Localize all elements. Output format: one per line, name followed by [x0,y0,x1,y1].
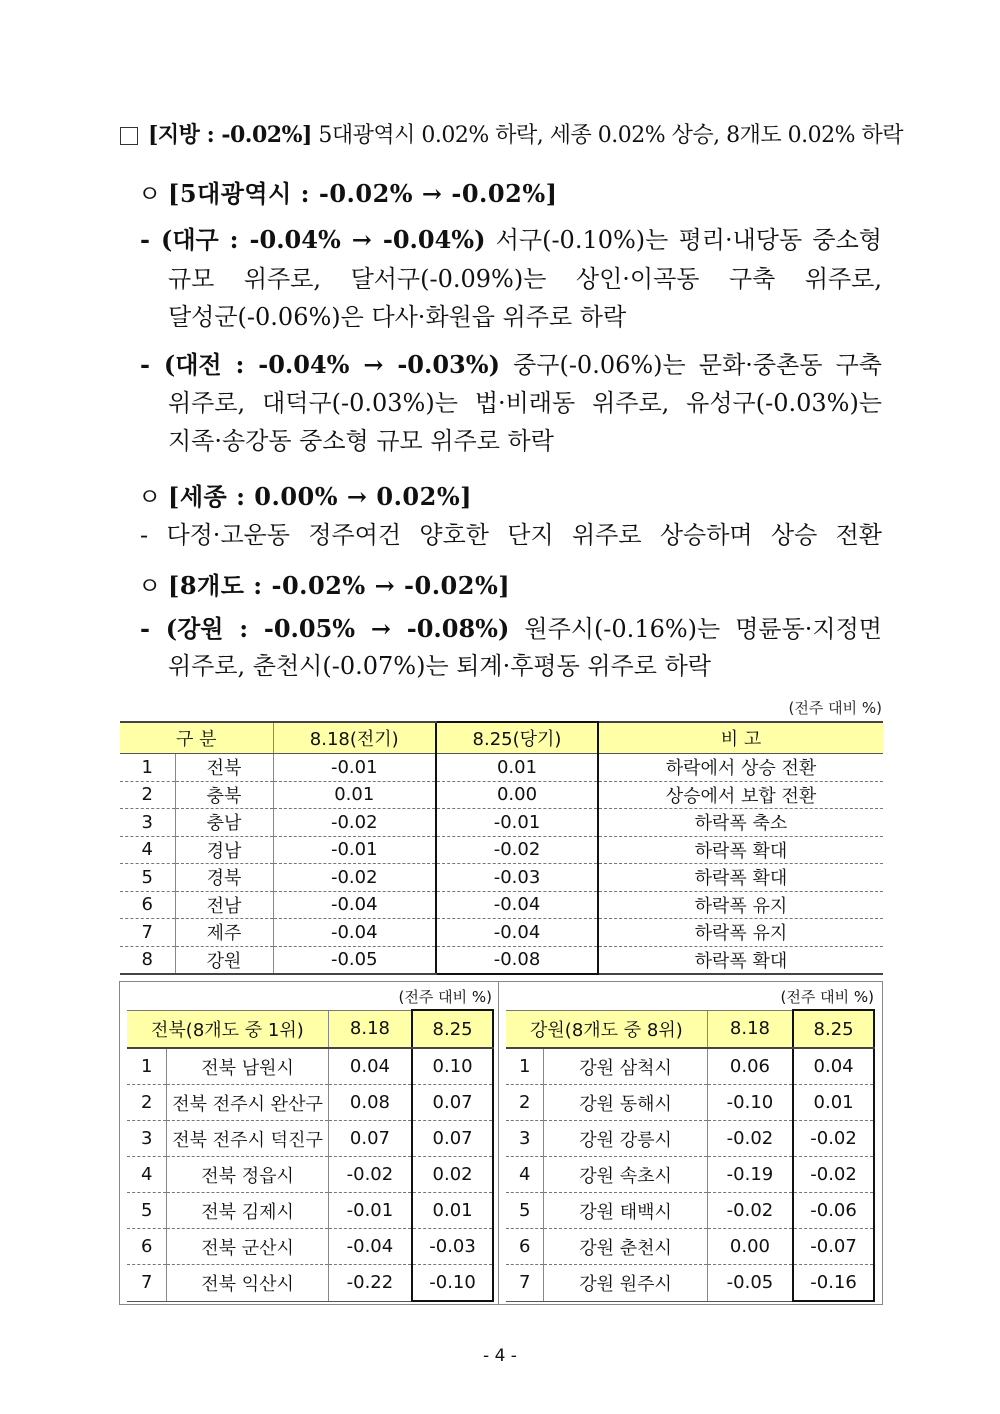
note-cell: 하락폭 축소 [598,809,883,837]
header-category: 구 분 [120,722,273,754]
prev-value-cell: 0.08 [328,1085,412,1121]
gangwon-panel [498,981,883,1305]
row-number-cell: 4 [120,836,175,864]
prev-value-cell: -0.04 [273,919,436,947]
district-cell: 전북 익산시 [167,1265,328,1302]
gangwon-line-1-text: 원주시(-0.16%)는 명륜동·지정면 [524,615,882,643]
sejong-line-1: - 다정·고운동 정주여건 양호한 단지 위주로 상승하며 상승 전환 [140,521,882,549]
district-cell: 강원 삼척시 [544,1048,707,1085]
note-cell: 하락에서 상승 전환 [598,754,883,782]
table-row [506,1121,874,1157]
checkbox-icon [120,127,138,145]
row-number-cell: 2 [127,1085,167,1121]
jeonbuk-table [127,1009,494,1302]
row-number-cell: 4 [127,1157,167,1193]
table-header-row [127,1010,493,1048]
cur-value-cell: -0.02 [436,836,598,864]
row-number-cell: 7 [120,919,175,947]
prev-value-cell: 0.04 [328,1048,412,1085]
table-header-row [506,1010,874,1048]
prev-value-cell: -0.10 [707,1085,793,1121]
cur-value-cell: -0.01 [436,809,598,837]
cur-value-cell: -0.04 [436,891,598,919]
district-cell: 강원 강릉시 [544,1121,707,1157]
cur-value-cell: -0.16 [793,1265,874,1302]
cur-value-cell: 0.07 [412,1085,493,1121]
note-cell: 하락폭 확대 [598,836,883,864]
prev-value-cell: 0.06 [707,1048,793,1085]
prev-value-cell: -0.04 [328,1229,412,1265]
daejeon-line-1-text: 중구(-0.06%)는 문화·중촌동 구축 [513,351,882,379]
table-row [127,1157,493,1193]
provinces-heading [138,566,510,601]
table-row [127,1265,493,1302]
table-row [506,1265,874,1302]
prev-value-cell: -0.19 [707,1157,793,1193]
cur-value-cell: -0.02 [793,1121,874,1157]
row-number-cell: 5 [127,1193,167,1229]
prev-value-cell: -0.01 [273,836,436,864]
table-row [506,1157,874,1193]
table-row [506,1229,874,1265]
provinces-heading-text: [8개도 : -0.02% → -0.02%] [168,571,511,600]
summary-bracket: [지방 : -0.02%] [148,122,312,148]
cur-value-cell: -0.06 [793,1193,874,1229]
prev-value-cell: -0.22 [328,1265,412,1302]
region-cell: 충북 [175,781,273,809]
row-number-cell: 1 [127,1048,167,1085]
daejeon-line-3: 지족·송강동 중소형 규모 위주로 하락 [168,427,554,455]
row-number-cell: 8 [120,946,175,974]
gangwon-lead: - (강원 : -0.05% → -0.08%) [140,614,510,643]
row-number-cell: 3 [506,1121,544,1157]
cur-value-cell: -0.08 [436,946,598,974]
cur-value-cell: 0.00 [436,781,598,809]
table-row [127,1193,493,1229]
note-cell: 상승에서 보합 전환 [598,781,883,809]
district-cell: 전북 전주시 덕진구 [167,1121,328,1157]
table-row [506,1193,874,1229]
table-header-row [120,722,883,754]
prev-value-cell: -0.02 [328,1157,412,1193]
summary-text: 5대광역시 0.02% 하락, 세종 0.02% 상승, 8개도 0.02% 하락 [311,123,904,148]
sejong-heading [138,477,472,512]
prev-value-cell: -0.05 [273,946,436,974]
region-cell: 전북 [175,754,273,782]
row-number-cell: 6 [127,1229,167,1265]
cur-value-cell: 0.02 [412,1157,493,1193]
sejong-heading-text: [세종 : 0.00% → 0.02%] [168,482,472,511]
row-number-cell: 7 [506,1265,544,1302]
gangwon-line-1 [140,609,882,644]
bullet-icon: ㅇ [138,572,162,600]
table-row [127,1048,493,1085]
row-number-cell: 6 [506,1229,544,1265]
region-cell: 제주 [175,919,273,947]
cur-value-cell: -0.03 [436,864,598,892]
district-cell: 강원 속초시 [544,1157,707,1193]
row-number-cell: 7 [127,1265,167,1302]
prev-value-cell: -0.02 [273,809,436,837]
cur-value-cell: 0.10 [412,1048,493,1085]
jeonbuk-unit: (전주 대비 %) [398,988,492,1006]
cur-value-cell: -0.10 [412,1265,493,1302]
prev-value-cell: -0.02 [707,1193,793,1229]
table-row [127,1229,493,1265]
row-number-cell: 6 [120,891,175,919]
daejeon-line-1 [140,345,882,380]
note-cell: 하락폭 유지 [598,891,883,919]
prev-value-cell: -0.04 [273,891,436,919]
prev-value-cell: 0.07 [328,1121,412,1157]
row-number-cell: 3 [120,809,175,837]
jeonbuk-panel [119,981,499,1305]
daegu-line-2: 규모 위주로, 달서구(-0.09%)는 상인·이곡동 구축 위주로, [168,265,882,293]
cur-value-cell: 0.01 [436,754,598,782]
prev-value-cell: -0.01 [328,1193,412,1229]
header-cur: 8.25(당기) [436,722,598,754]
cur-value-cell: 0.07 [412,1121,493,1157]
bullet-icon: ㅇ [138,180,162,208]
page-number: - 4 - [483,1346,517,1366]
jeonbuk-header-title: 전북(8개도 중 1위) [127,1010,328,1048]
province-comparison-table [120,721,883,975]
gangwon-line-2: 위주로, 춘천시(-0.07%)는 퇴계·후평동 위주로 하락 [168,652,711,680]
table-row [127,1121,493,1157]
prev-value-cell: 0.01 [273,781,436,809]
region-cell: 충남 [175,809,273,837]
daejeon-lead: - (대전 : -0.04% → -0.03%) [140,350,500,379]
district-cell: 강원 태백시 [544,1193,707,1229]
table-row [120,919,883,947]
cur-value-cell: -0.07 [793,1229,874,1265]
district-cell: 전북 정읍시 [167,1157,328,1193]
prev-value-cell: -0.02 [707,1121,793,1157]
note-cell: 하락폭 유지 [598,919,883,947]
table-row [120,809,883,837]
jeonbuk-header-prev: 8.18 [328,1010,412,1048]
row-number-cell: 2 [120,781,175,809]
gangwon-header-cur: 8.25 [793,1010,874,1048]
cur-value-cell: 0.04 [793,1048,874,1085]
daegu-line-3: 달성군(-0.06%)은 다사·화원읍 위주로 하락 [168,303,627,331]
region-cell: 강원 [175,946,273,974]
table-row [506,1048,874,1085]
table-row [127,1085,493,1121]
prev-value-cell: -0.01 [273,754,436,782]
main-table-unit: (전주 대비 %) [788,699,882,717]
note-cell: 하락폭 확대 [598,946,883,974]
cur-value-cell: -0.03 [412,1229,493,1265]
daegu-line-1 [140,220,882,255]
table-row [120,781,883,809]
cur-value-cell: 0.01 [793,1085,874,1121]
row-number-cell: 3 [127,1121,167,1157]
row-number-cell: 2 [506,1085,544,1121]
note-cell: 하락폭 확대 [598,864,883,892]
row-number-cell: 5 [120,864,175,892]
table-row [120,864,883,892]
row-number-cell: 1 [506,1048,544,1085]
district-cell: 강원 동해시 [544,1085,707,1121]
header-note: 비 고 [598,722,883,754]
prev-value-cell: -0.05 [707,1265,793,1302]
prev-value-cell: 0.00 [707,1229,793,1265]
district-cell: 전북 전주시 완산구 [167,1085,328,1121]
table-row [120,754,883,782]
daejeon-line-2: 위주로, 대덕구(-0.03%)는 법·비래동 위주로, 유성구(-0.03%)는 [168,389,882,417]
daegu-line-1-text: 서구(-0.10%)는 평리·내당동 중소형 [495,226,882,254]
district-cell: 전북 남원시 [167,1048,328,1085]
daegu-lead: - (대구 : -0.04% → -0.04%) [140,225,486,254]
district-cell: 강원 원주시 [544,1265,707,1302]
table-row [120,836,883,864]
jeonbuk-header-cur: 8.25 [412,1010,493,1048]
gangwon-header-prev: 8.18 [707,1010,793,1048]
row-number-cell: 5 [506,1193,544,1229]
prev-value-cell: -0.02 [273,864,436,892]
metro-heading-text: [5대광역시 : -0.02% → -0.02%] [168,179,558,208]
district-cell: 강원 춘천시 [544,1229,707,1265]
row-number-cell: 4 [506,1157,544,1193]
gangwon-header-title: 강원(8개도 중 8위) [506,1010,707,1048]
row-number-cell: 1 [120,754,175,782]
cur-value-cell: -0.02 [793,1157,874,1193]
table-row [120,946,883,974]
gangwon-unit: (전주 대비 %) [780,988,874,1006]
region-cell: 전남 [175,891,273,919]
district-cell: 전북 군산시 [167,1229,328,1265]
region-cell: 경북 [175,864,273,892]
bullet-icon: ㅇ [138,483,162,511]
region-cell: 경남 [175,836,273,864]
cur-value-cell: 0.01 [412,1193,493,1229]
district-cell: 전북 김제시 [167,1193,328,1229]
header-prev: 8.18(전기) [273,722,436,754]
gangwon-table [506,1009,875,1302]
metro-heading [138,174,557,209]
table-row [506,1085,874,1121]
table-row [120,891,883,919]
summary-heading [120,118,903,149]
cur-value-cell: -0.04 [436,919,598,947]
